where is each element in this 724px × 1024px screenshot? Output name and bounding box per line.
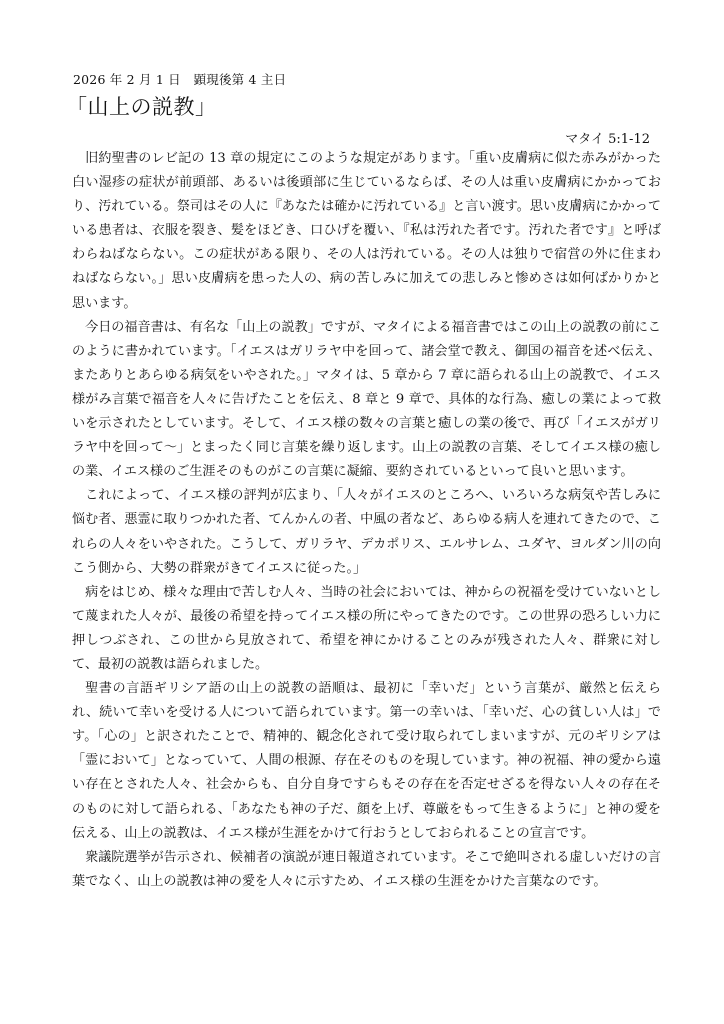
date-line: 2026 年 2 月 1 日 顕現後第 4 主日: [73, 72, 287, 87]
sermon-title: 「山上の説教」: [66, 95, 217, 119]
paragraph: 病をはじめ、様々な理由で苦しむ人々、当時の社会においては、神からの祝福を受けていないとして蔑まれた人々が、最後の希望を持ってイエス様の所にやってきたのです。この世界の恐ろしい力に押しつぶされ、この世から見放されて、希望を神にかけることのみが残された人々、群衆に対して、最初の説教は語られました。: [72, 584, 661, 672]
sermon-body: [72, 147, 661, 894]
paragraph: 旧約聖書のレビ記の 13 章の規定にこのような規定があります。「重い皮膚病に似た赤みがかった白い湿疹の症状が前頭部、あるいは後頭部に生じているならば、その人は重い皮膚病にかかっており、汚れている。祭司はその人に『あなたは確かに汚れている』と言い渡す。思い皮膚病にかかっている患者は、衣服を裂き、髪をほどき、口ひげを覆い、『私は汚れた者です。汚れた者です』と呼ばわらねばならない。この症状がある限り、その人は汚れている。その人は独りで宿営の外に住まわねばならない。」思い皮膚病を患った人の、病の苦しみに加えての悲しみと惨めさは如何ばかりかと思います。: [72, 151, 661, 311]
paragraph: これによって、イエス様の評判が広まり、「人々がイエスのところへ、いろいろな病気や苦しみに悩む者、悪霊に取りつかれた者、てんかんの者、中風の者など、あらゆる病人を連れてきたので、これらの人々をいやされた。こうして、ガリラヤ、デカポリス、エルサレム、ユダヤ、ヨルダン川の向こう側から、大勢の群衆がきてイエスに従った。」: [72, 488, 661, 576]
paragraph: 衆議院選挙が告示され、候補者の演説が連日報道されています。そこで絶叫される虚しいだけの言葉でなく、山上の説教は神の愛を人々に示すため、イエス様の生涯をかけた言葉なのです。: [72, 849, 661, 889]
paragraph: 聖書の言語ギリシア語の山上の説教の語順は、最初に「幸いだ」という言葉が、厳然と伝えられ、続いて幸いを受ける人について語られています。第一の幸いは、「幸いだ、心の貧しい人は」です。「心の」と訳されたことで、精神的、観念化されて受け取られてしまいますが、元のギリシアは「霊において」となっていて、人間の根源、存在そのものを現しています。神の祝福、神の愛から遠い存在とされた人々、社会からも、自分自身ですらもその存在を否定せざるを得ない人々の存在そのものに対して語られる、「あなたも神の子だ、顔を上げ、尊厳をもって生きるように」と神の愛を伝える、山上の説教は、イエス様が生涯をかけて行おうとしておられることの宣言です。: [72, 681, 661, 841]
scripture-reference: マタイ 5:1-12: [565, 132, 650, 147]
paragraph: 今日の福音書は、有名な「山上の説教」ですが、マタイによる福音書ではこの山上の説教の前にこのように書かれています。「イエスはガリラヤ中を回って、諸会堂で教え、御国の福音を述べ伝え、またありとあらゆる病気をいやされた。」マタイは、5 章から 7 章に語られる山上の説教で、イエス様がみ言葉で福音を人々に告げたことを伝え、8 章と 9 章で、具体的な行為、癒しの業によって救いを示されたとしています。そして、イエス様の数々の言葉と癒しの業の後で、再び「イエスがガリラヤ中を回って〜」とまったく同じ言葉を繰り返します。山上の説教の言葉、そしてイエス様の癒しの業、イエス様のご生涯そのものがこの言葉に凝縮、要約されているといって良いと思います。: [72, 319, 661, 480]
